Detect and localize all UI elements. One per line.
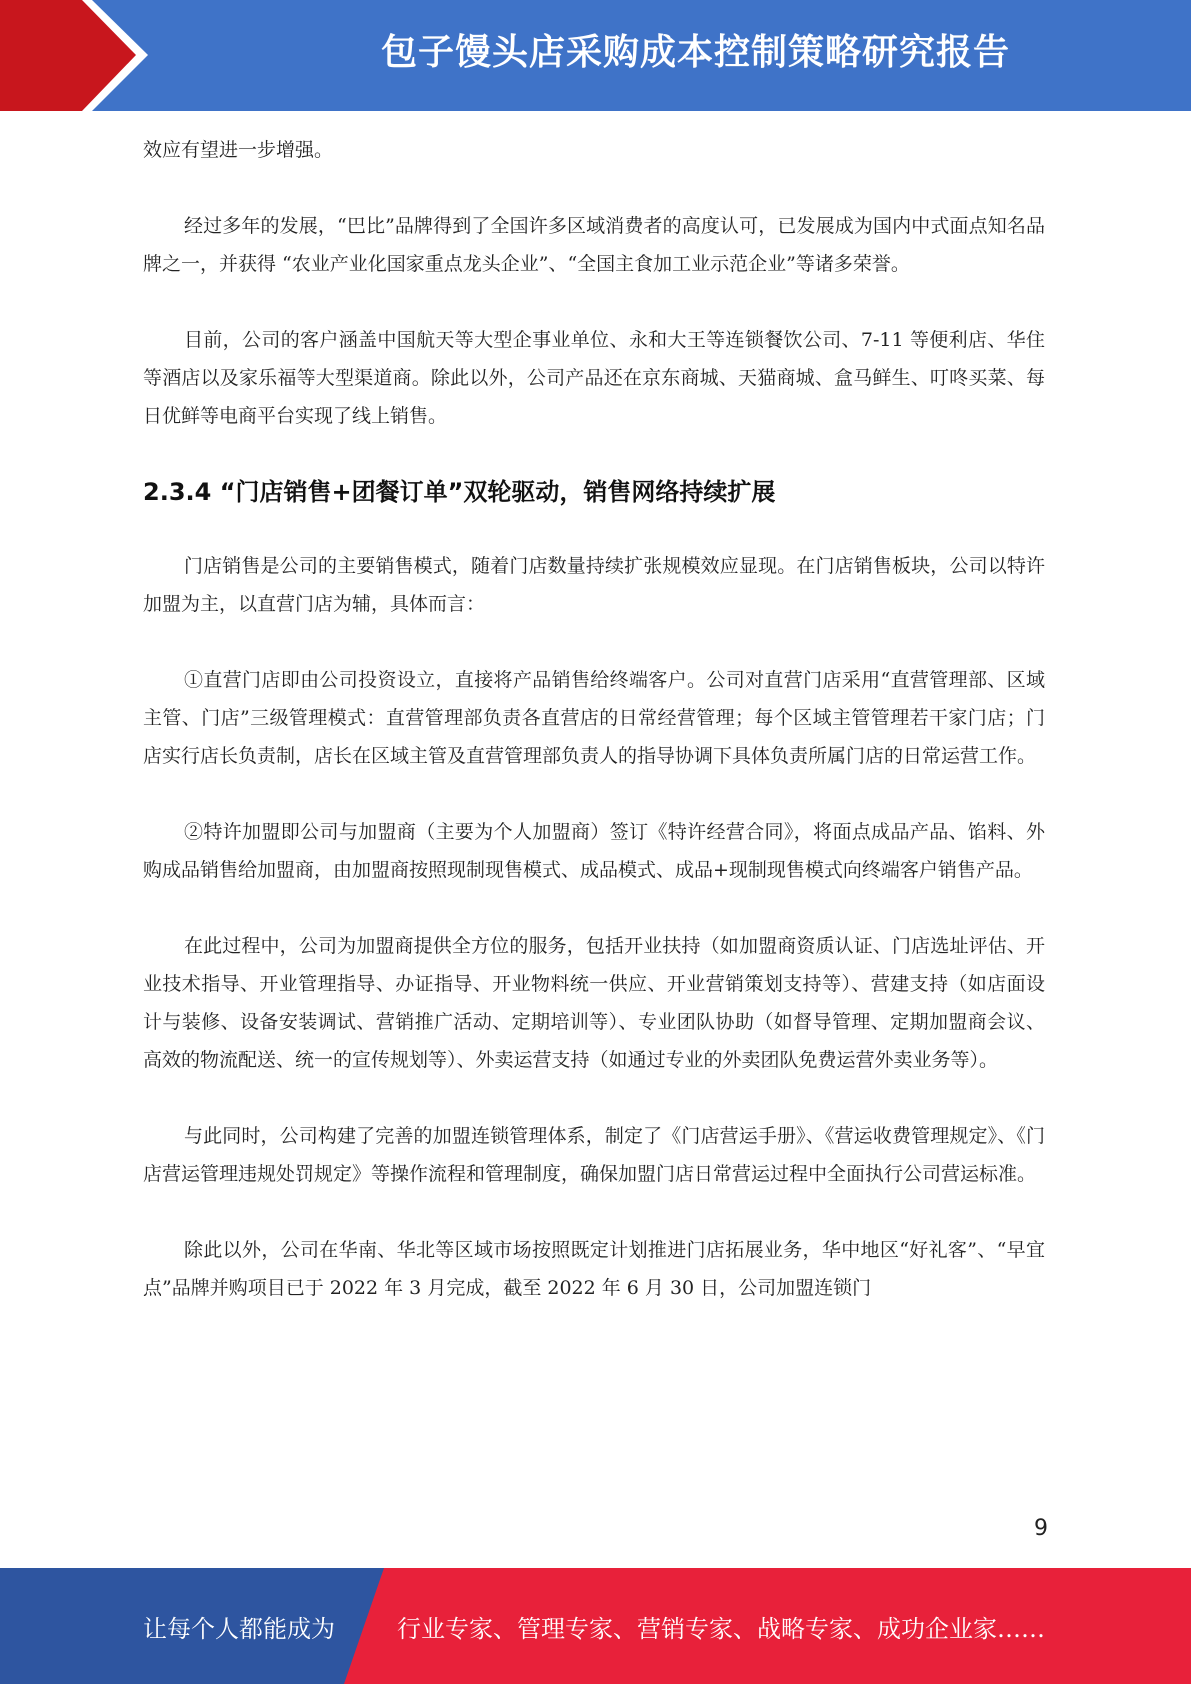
paragraph: 与此同时，公司构建了完善的加盟连锁管理体系，制定了《门店营运手册》、《营运收费管理规定》、《门店营运管理违规处罚规定》等操作流程和管理制度，确保加盟门店日常营运过程中全面执行公司营运标准。	[143, 1125, 1045, 1185]
header-red-arrow-decoration	[0, 0, 160, 111]
section-heading: 2.3.4 “门店销售+团餐订单”双轮驱动，销售网络持续扩展	[143, 478, 776, 506]
footer-slogan-right: 行业专家、管理专家、营销专家、战略专家、成功企业家……	[397, 1615, 1045, 1643]
paragraph: 门店销售是公司的主要销售模式，随着门店数量持续扩张规模效应显现。在门店销售板块，公司以特许加盟为主，以直营门店为辅，具体而言：	[143, 555, 1045, 615]
paragraph: 目前，公司的客户涵盖中国航天等大型企事业单位、永和大王等连锁餐饮公司、7-11 等便利店、华住等酒店以及家乐福等大型渠道商。除此以外，公司产品还在京东商城、天猫商城、盒马鲜生、叮咚买菜、每日优鲜等电商平台实现了线上销售。	[143, 329, 1045, 427]
document-title: 包子馒头店采购成本控制策略研究报告	[380, 32, 1010, 73]
page-number: 9	[1034, 1516, 1048, 1541]
page-content	[143, 131, 1045, 1345]
paragraph: 效应有望进一步增强。	[143, 139, 334, 161]
paragraph: ②特许加盟即公司与加盟商（主要为个人加盟商）签订《特许经营合同》，将面点成品产品、馅料、外购成品销售给加盟商，由加盟商按照现制现售模式、成品模式、成品+现制现售模式向终端客户销售产品。	[143, 821, 1045, 881]
paragraph: ①直营门店即由公司投资设立，直接将产品销售给终端客户。公司对直营门店采用“直营管理部、区域主管、门店”三级管理模式：直营管理部负责各直营店的日常经营管理；每个区域主管管理若干家门店；门店实行店长负责制，店长在区域主管及直营管理部负责人的指导协调下具体负责所属门店的日常运营工作。	[143, 669, 1045, 767]
paragraph: 在此过程中，公司为加盟商提供全方位的服务，包括开业扶持（如加盟商资质认证、门店选址评估、开业技术指导、开业管理指导、办证指导、开业物料统一供应、开业营销策划支持等）、营建支持（如店面设计与装修、设备安装调试、营销推广活动、定期培训等）、专业团队协助（如督导管理、定期加盟商会议、高效的物流配送、统一的宣传规划等）、外卖运营支持（如通过专业的外卖团队免费运营外卖业务等）。	[143, 935, 1045, 1071]
paragraph: 经过多年的发展，“巴比”品牌得到了全国许多区域消费者的高度认可，已发展成为国内中式面点知名品牌之一，并获得 “农业产业化国家重点龙头企业”、“全国主食加工业示范企业”等诸多荣誉。	[143, 215, 1045, 275]
page-header	[0, 0, 1191, 111]
footer-slogan-left: 让每个人都能成为	[143, 1615, 335, 1643]
paragraph: 除此以外，公司在华南、华北等区域市场按照既定计划推进门店拓展业务，华中地区“好礼客”、“早宜点”品牌并购项目已于 2022 年 3 月完成，截至 2022 年 6 月 30 日，公司加盟连锁门	[143, 1239, 1045, 1299]
page-footer	[0, 1568, 1191, 1684]
